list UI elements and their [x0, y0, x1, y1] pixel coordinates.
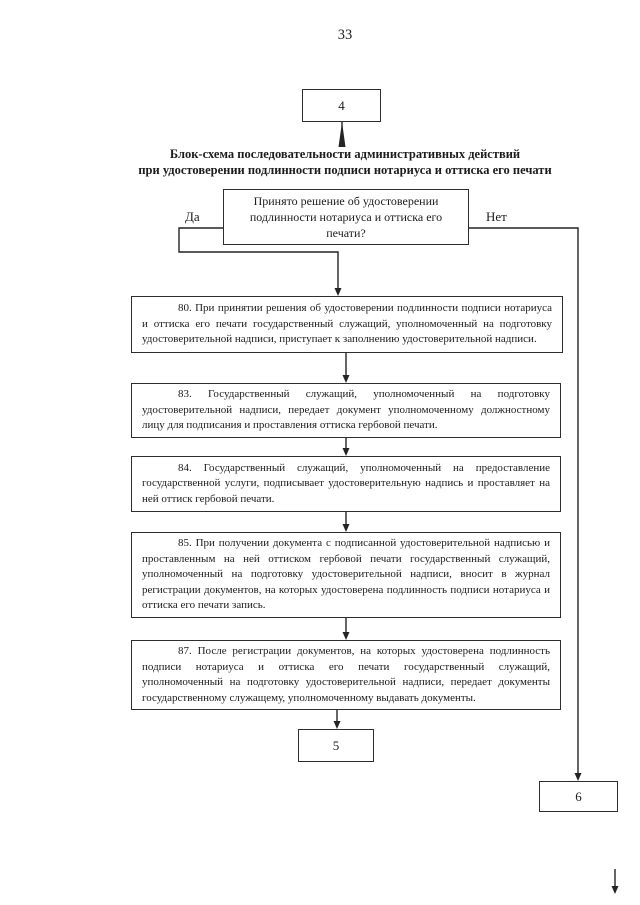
decision-box	[223, 189, 469, 245]
branch-label-no: Нет	[486, 209, 507, 224]
arrowhead-87-icon	[343, 632, 350, 640]
arrowhead-continue-icon	[612, 886, 619, 894]
diagram-title	[50, 147, 640, 178]
step-text-85: 85. При получении документа с подписанной удостоверительной надписью и проставленным на ней оттиском гербовой печати государственный служащий, уполномоченный на подготовку удостоверительной надписи, вносит в журнал регистрации документов, на которых удостоверена подлинность подписи нотариуса и оттиска его печати запись.	[142, 537, 550, 612]
connector-ref-4	[302, 89, 381, 122]
diagram-title-line1: Блок-схема последовательности административных действий	[169, 147, 521, 161]
step-text-87: 87. После регистрации документов, на которых удостоверена подлинность подписи нотариуса и оттиска его печати государственный служащий, уполномоченный на подготовку удостоверительной надписи, передает документы государственному служащему, уполномоченному выдавать документы.	[142, 645, 550, 704]
step-box-85	[131, 532, 561, 618]
step-text-80: 80. При принятии решения об удостоверении подлинности подписи нотариуса и оттиска его печати государственный служащий, уполномоченный на подготовку удостоверительной надписи, приступает к заполнению удостоверительной надписи.	[142, 302, 552, 346]
arrowhead-83-icon	[343, 375, 350, 383]
diagram-title-line2: при удостоверении подлинности подписи нотариуса и оттиска его печати	[138, 162, 552, 177]
branch-label-yes: Да	[185, 209, 200, 224]
arrowhead-no-icon	[575, 773, 582, 781]
step-box-80	[131, 296, 563, 353]
step-box-83	[131, 383, 561, 438]
step-box-87	[131, 640, 561, 710]
connector-ref-6-label: 6	[575, 788, 582, 804]
arrowhead-yes-icon	[335, 288, 342, 296]
step-text-84: 84. Государственный служащий, уполномоченный на предоставление государственной услуги, подписывает удостоверительную надпись и проставляет на ней оттиск гербовой печати.	[142, 461, 550, 505]
decision-text: Принято решение об удостоверении подлинности нотариуса и оттиска его печати?	[249, 194, 443, 240]
step-box-84	[131, 456, 561, 512]
step-text-83: 83. Государственный служащий, уполномоченный на подготовку удостоверительной надписи, передает документ уполномоченному должностному лицу для подписания и проставления оттиска гербовой печати.	[142, 388, 550, 432]
connector-ref-4-label: 4	[338, 97, 345, 113]
connector-ref-6	[539, 781, 618, 812]
arrowhead-85-icon	[343, 524, 350, 532]
page-number: 33	[337, 27, 353, 43]
connector-ref-5-label: 5	[332, 737, 340, 753]
arrowhead-title	[339, 122, 346, 147]
arrowhead-ref5-icon	[334, 721, 341, 729]
connector-ref-5	[298, 729, 374, 762]
arrowhead-84-icon	[343, 448, 350, 456]
